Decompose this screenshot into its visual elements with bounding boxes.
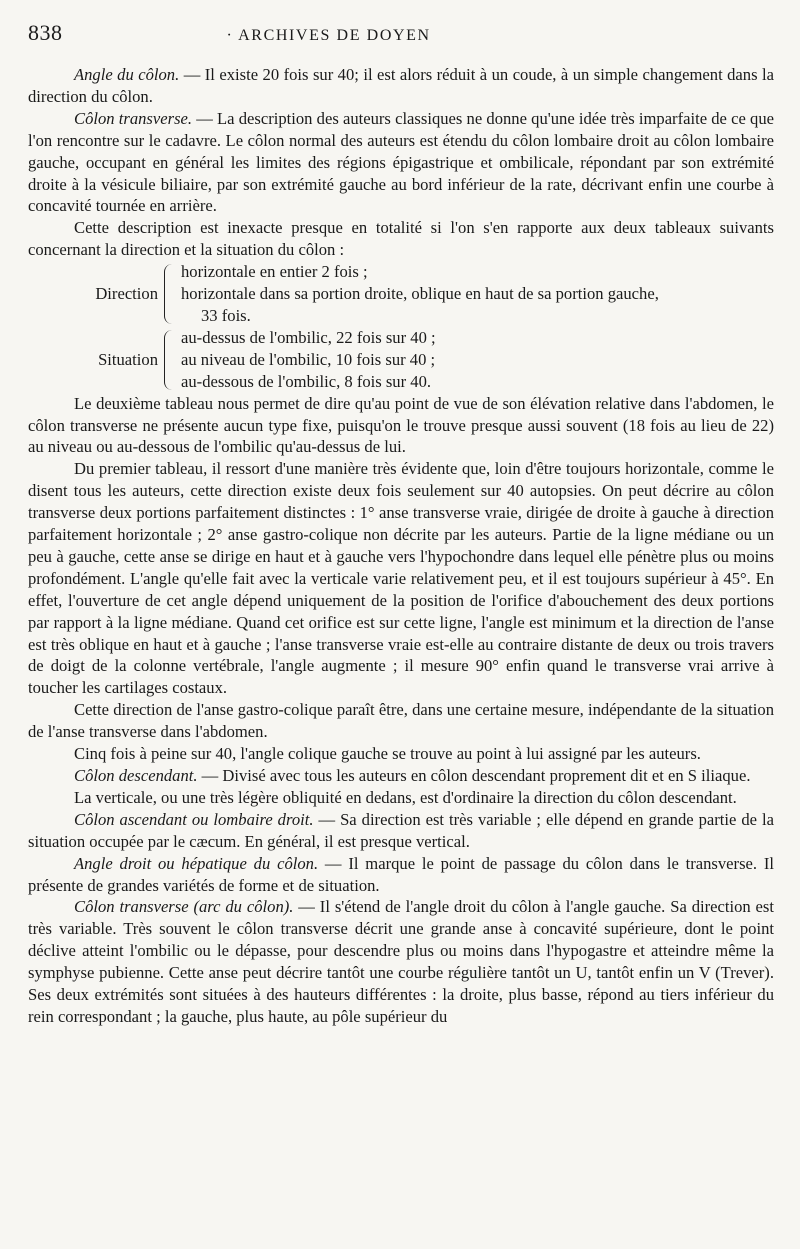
section-heading: Angle droit ou hépatique du côlon.	[74, 853, 319, 873]
page-body	[28, 64, 774, 1028]
paragraph-anse-gastro-colique: Cette direction de l'anse gastro-colique paraît être, dans une certaine mesure, indépendante de la situation de l'anse transverse dans l'abdomen.	[28, 700, 774, 742]
table-item: horizontale en entier 2 fois ;	[181, 262, 368, 282]
paragraph-arc-du-colon	[28, 896, 774, 1027]
paragraph-text: — Il s'étend de l'angle droit du côlon à l'angle gauche. Sa direction est très variable. Très souvent le côlon transverse décrit une grande anse à concavité supérieure, dont le point déclive atteint l'ombilic ou le dépasse, pour descendre plus ou moins dans l'hypogastre et atteindre même la symphyse pubienne. Cette anse peut décrire tantôt une courbe régulière tantôt un U, tantôt enfin un V (Trever). Ses deux extrémités sont situées à des hauteurs différentes : la droite, plus basse, répond au tiers inférieur du rein correspondant ; la gauche, plus haute, au pôle supérieur du	[28, 897, 774, 1026]
brace-icon	[164, 264, 177, 324]
paragraph-colon-descendant	[28, 765, 774, 787]
section-heading: Côlon transverse (arc du côlon).	[74, 897, 294, 917]
table-item: horizontale dans sa portion droite, oblique en haut de sa portion gauche,	[181, 284, 659, 304]
table-item: au niveau de l'ombilic, 10 fois sur 40 ;	[181, 349, 436, 369]
section-heading: Angle du côlon.	[74, 65, 180, 84]
paragraph-premier-tableau: Du premier tableau, il ressort d'une manière très évidente que, loin d'être toujours horizontale, comme le disent tous les auteurs, cette direction existe deux fois seulement sur 40 autopsies. On peut décrire au côlon transverse deux portions parfaitement distinctes : 1° anse transverse vraie, dirigée de droite à gauche à direction parfaitement horizontale ; 2° anse gastro-colique non décrite par les auteurs. Partie de la ligne médiane ou un peu à gauche, cette anse se dirige en haut et à gauche vers l'hypochondre dans lequel elle pénètre plus ou moins profondément. L'angle qu'elle fait avec la verticale varie relativement peu, et il est toujours supérieur à 45°. En effet, l'ouverture de cet angle dépend uniquement de la position de l'orifice d'abouchement des deux portions par rapport à la ligne médiane. Quand cet orifice est sur cette ligne, l'angle est minimum et la direction de l'anse est très oblique en haut et à gauche ; l'anse transverse vraie est-elle au contraire distante de deux ou trois travers de doigt de la colonne vertébrale, l'angle augmente ; il mesure 90° enfin quand le transverse vrai arrive à toucher les cartilages costaux.	[28, 459, 774, 698]
paragraph-text: — Il marque le point de passage du côlon dans le transverse. Il présente de grandes variétés de forme et de situation.	[28, 853, 775, 895]
page	[28, 20, 774, 1028]
paragraph-text: — La description des auteurs classiques ne donne qu'une idée très imparfaite de ce que l'on rencontre sur le cadavre. Le côlon normal des auteurs est étendu du côlon lombaire droit au côlon lombaire gauche, occupant en général les limites des régions épigastrique et ombilicale, répondant par son extrémité droite à la vésicule biliaire, par son extrémité gauche au bord inférieur de la rate, décrivant enfin une courbe à concavité tournée en arrière.	[28, 108, 774, 216]
section-heading: Côlon ascendant ou lombaire droit.	[74, 809, 314, 829]
paragraph-text: — Sa direction est très variable ; elle dépend en grande partie de la situation occupée par le cæcum. En général, il est presque vertical.	[28, 809, 774, 851]
table-item: 33 fois.	[201, 305, 251, 325]
paragraph-angle-colique-gauche: Cinq fois à peine sur 40, l'angle colique gauche se trouve au point à lui assigné par les auteurs.	[74, 744, 701, 764]
running-title: · ARCHIVES DE DOYEN	[226, 27, 431, 44]
paragraph-colon-transverse	[28, 108, 774, 218]
paragraph-colon-ascendant	[28, 809, 774, 853]
paragraph-text: — Il existe 20 fois sur 40; il est alors réduit à un coude, à un simple changement dans la direction du côlon.	[28, 65, 774, 106]
table-item: au-dessous de l'ombilic, 8 fois sur 40.	[181, 371, 432, 391]
section-heading: Côlon transverse.	[74, 108, 193, 128]
table-situation	[28, 327, 774, 393]
page-number: 838	[28, 20, 63, 45]
paragraph-angle-droit	[28, 853, 774, 897]
paragraph-deuxieme-tableau: Le deuxième tableau nous permet de dire qu'au point de vue de son élévation relative dans l'abdomen, le côlon transverse ne présente aucun type fixe, puisqu'on le trouve presque aussi souvent (18 fois au lieu de 22) au niveau ou au-dessous de l'ombilic qu'au-dessus de lui.	[28, 393, 774, 457]
table-label: Direction	[95, 284, 158, 304]
brace-icon	[164, 330, 177, 390]
table-direction	[28, 261, 774, 327]
paragraph-intro-tables: Cette description est inexacte presque en totalité si l'on s'en rapporte aux deux tableaux suivants concernant la direction et la situation du côlon :	[28, 218, 774, 260]
table-label: Situation	[98, 349, 158, 369]
page-header	[28, 20, 774, 50]
paragraph-text: — Divisé avec tous les auteurs en côlon descendant proprement dit et en S iliaque.	[197, 766, 751, 785]
table-item: au-dessus de l'ombilic, 22 fois sur 40 ;	[181, 327, 436, 347]
paragraph-verticale: La verticale, ou une très légère obliquité en dedans, est d'ordinaire la direction du côlon descendant.	[74, 787, 737, 807]
paragraph-angle-du-colon	[28, 64, 774, 108]
section-heading: Côlon descendant.	[74, 766, 198, 785]
